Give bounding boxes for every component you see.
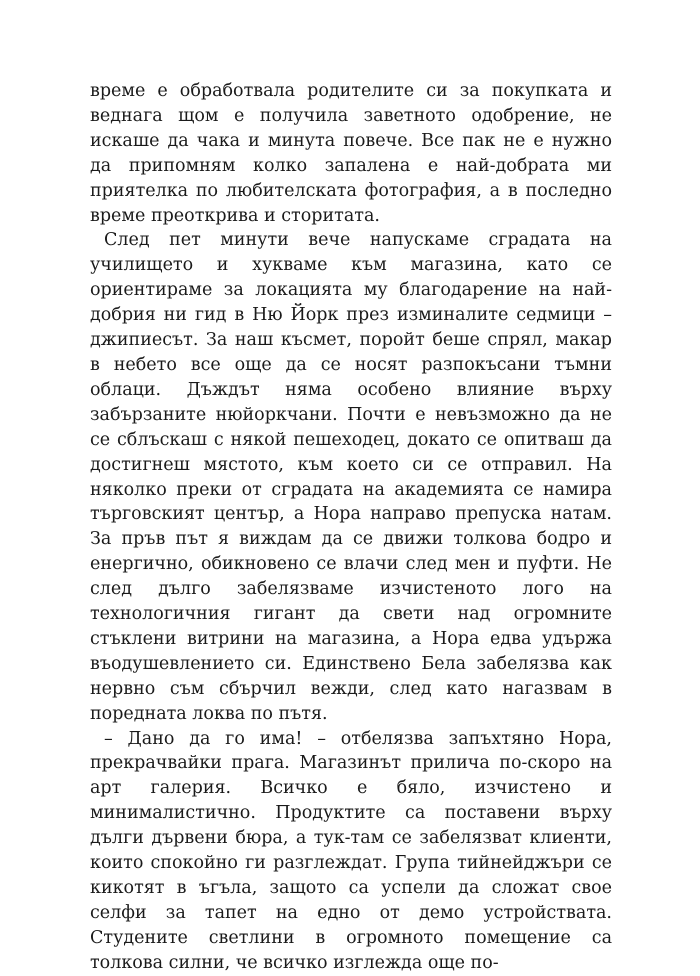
paragraph-1: време е обработвала родителите си за покупката и веднага щом е получила заветното одобрение, не искаше да чака и минута повече. Все пак не е нужно да припомням колко запалена е най-добрата ми приятелка по любителската фотография, а в последно време преоткрива и сторитата. (90, 81, 612, 226)
paragraph-2: След пет минути вече напускаме сградата на училището и хукваме към магазина, като се ориентираме за локацията му благодарение на най-добрия ни гид в Ню Йорк през изминалите седмици – джипиесът. За наш късмет, поройт беше спрял, макар в небето все още да се носят разпокъсани тъмни облаци. Дъждът няма особено влияние върху забързаните нюйоркчани. Почти е невъзможно да не се сблъскаш с някой пешеходец, докато се опитваш да достигнеш мястото, към което си се отправил. На няколко преки от сградата на академията се намира търговският център, а Нора направо препуска натам. За пръв път я виждам да се движи толкова бодро и енергично, обикновено се влачи след мен и пуфти. Не след дълго забелязваме изчистеното лого на технологичния гигант да свети над огромните стъклени витрини на магазина, а Нора едва удържа въодушевлението си. Единствено Бела забелязва как нервно съм сбърчил вежди, след като нагазвам в поредната локва по пътя. (90, 230, 612, 724)
paragraph-3: – Дано да го има! – отбелязва запъхтяно Нора, прекрачвайки прага. Магазинът прилича по-скоро на арт галерия. Всичко е бяло, изчистено и минималистично. Продуктите са поставени върху дълги дървени бюра, а тук-там се забелязват клиенти, които спокойно ги разглеждат. Група тийнейджъри се кикотят в ъгъла, защото са успели да сложат свое селфи за тапет на едно от демо устройствата. Студените светлини в огромното помещение са толкова силни, че всичко изглежда още по- (90, 728, 612, 973)
body-text (90, 79, 612, 976)
